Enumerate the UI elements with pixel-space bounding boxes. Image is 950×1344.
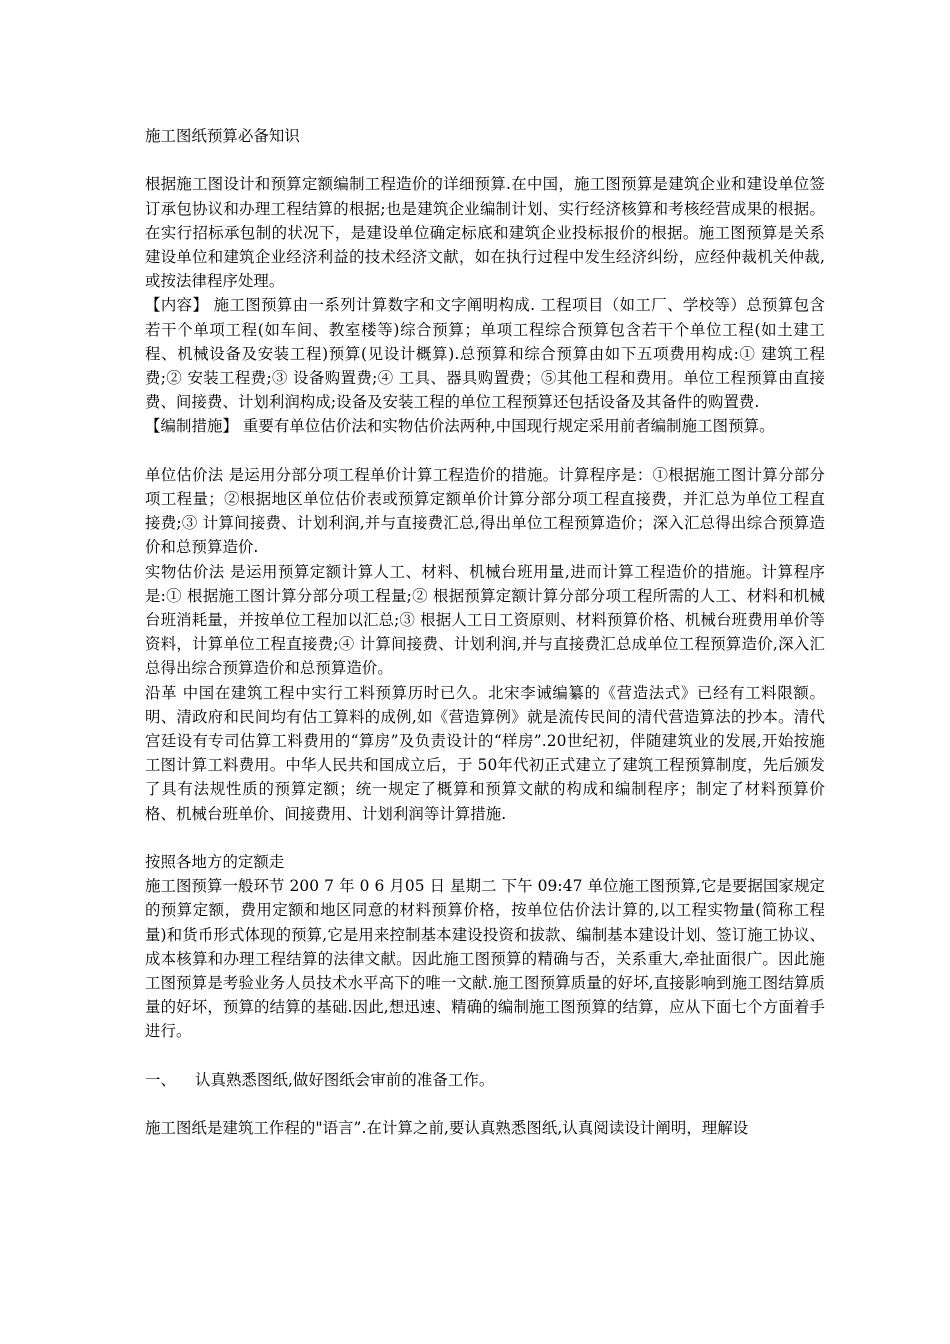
methods-paragraph: 【编制措施】 重要有单位估价法和实物估价法两种,中国现行规定采用前者编制施工图预算。 bbox=[145, 417, 775, 436]
blank-line bbox=[145, 1092, 825, 1116]
blank-line bbox=[145, 1044, 825, 1068]
step-1-heading bbox=[145, 1068, 825, 1092]
general-steps-paragraph: 施工图预算一般环节 200 7 年 0 6 月05 日 星期二 下午 09:47 单位施工图预算,它是要据国家规定的预算定额，费用定额和地区同意的材料预算价格，按单位估价法计算的,以工程实物量(简称工程量)和货币形式体现的预算,它是用来控制基本建设投资和拔款、编制基本建设计划、签订施工协议、成本核算和办理工程结算的法律文献。因此施工图预算的精确与否，关系重大,牵扯面很广。因此施工图预算是考验业务人员技术水平高下的唯一文献.施工图预算质量的好坏,直接影响到施工图结算质量的好坏，预算的结算的基础.因此,想迅速、精确的编制施工图预算的结算，应从下面七个方面着手进行。 bbox=[145, 877, 825, 1041]
document-body bbox=[145, 124, 825, 1140]
unit-price-paragraph: 单位估价法 是运用分部分项工程单价计算工程造价的措施。计算程序是：①根据施工图计算分部分项工程量；②根据地区单位估价表或预算定额单价计算分部分项工程直接费，并汇总为单位工程直接费;③ 计算间接费、计划利润,并与直接费汇总,得出单位工程预算造价；深入汇总得出综合预算造价和总预算造价. bbox=[145, 465, 825, 557]
drawings-paragraph: 施工图纸是建筑工作程的"语言”.在计算之前,要认真熟悉图纸,认真阅读设计阐明，理解设 bbox=[145, 1119, 749, 1138]
blank-line bbox=[145, 148, 825, 172]
step-1-number: 一、 bbox=[145, 1070, 176, 1089]
intro-paragraph: 根据施工图设计和预算定额编制工程造价的详细预算.在中国，施工图预算是建筑企业和建设单位签订承包协议和办理工程结算的根据;也是建筑企业编制计划、实行经济核算和考核经营成果的根据。在实行招标承包制的状况下，是建设单位确定标底和建筑企业投标报价的根据。施工图预算是关系建设单位和建筑企业经济利益的技术经济文献，如在执行过程中发生经济纠纷，应经仲裁机关仲裁,或按法律程序处理。 bbox=[145, 175, 825, 291]
blank-line bbox=[145, 826, 825, 850]
local-quota-heading: 按照各地方的定额走 bbox=[145, 853, 285, 872]
history-paragraph: 沿革 中国在建筑工程中实行工料预算历时已久。北宋李诫编纂的《营造法式》已经有工料限额。明、清政府和民间均有估工算料的成例,如《营造算例》就是流传民间的清代营造算法的抄本。清代宫廷设有专司估算工料费用的“算房”及负责设计的“样房”.20世纪初，伴随建筑业的发展,开始按施工图计算工料费用。中华人民共和国成立后，于 50年代初正式建立了建筑工程预算制度，先后颁发了具有法规性质的预算定额；统一规定了概算和预算文献的构成和编制程序；制定了材料预算价格、机械台班单价、间接费用、计划利润等计算措施. bbox=[145, 683, 825, 823]
physical-paragraph: 实物估价法 是运用预算定额计算人工、材料、机械台班用量,进而计算工程造价的措施。计算程序是:① 根据施工图计算分部分项工程量;② 根据预算定额计算分部分项工程所需的人工、材料和机械台班消耗量，并按单位工程加以汇总;③ 根据人工日工资原则、材料预算价格、机械台班费用单价等资料，计算单位工程直接费;④ 计算间接费、计划利润,并与直接费汇总成单位工程预算造价,深入汇总得出综合预算造价和总预算造价。 bbox=[145, 562, 825, 678]
blank-line bbox=[145, 439, 825, 463]
step-1-text: 认真熟悉图纸,做好图纸会审前的准备工作。 bbox=[195, 1070, 495, 1089]
content-paragraph: 【内容】 施工图预算由一系列计算数字和文字阐明构成. 工程项目（如工厂、学校等）总预算包含若干个单项工程(如车间、教室楼等)综合预算；单项工程综合预算包含若干个单位工程(如土建工程、机械设备及安装工程)预算(见设计概算).总预算和综合预算由如下五项费用构成:① 建筑工程费;② 安装工程费;③ 设备购置费;④ 工具、器具购置费；⑤其他工程和费用。单位工程预算由直接费、间接费、计划利润构成;设备及安装工程的单位工程预算还包括设备及其备件的购置费. bbox=[145, 296, 825, 412]
document-title: 施工图纸预算必备知识 bbox=[145, 127, 300, 145]
